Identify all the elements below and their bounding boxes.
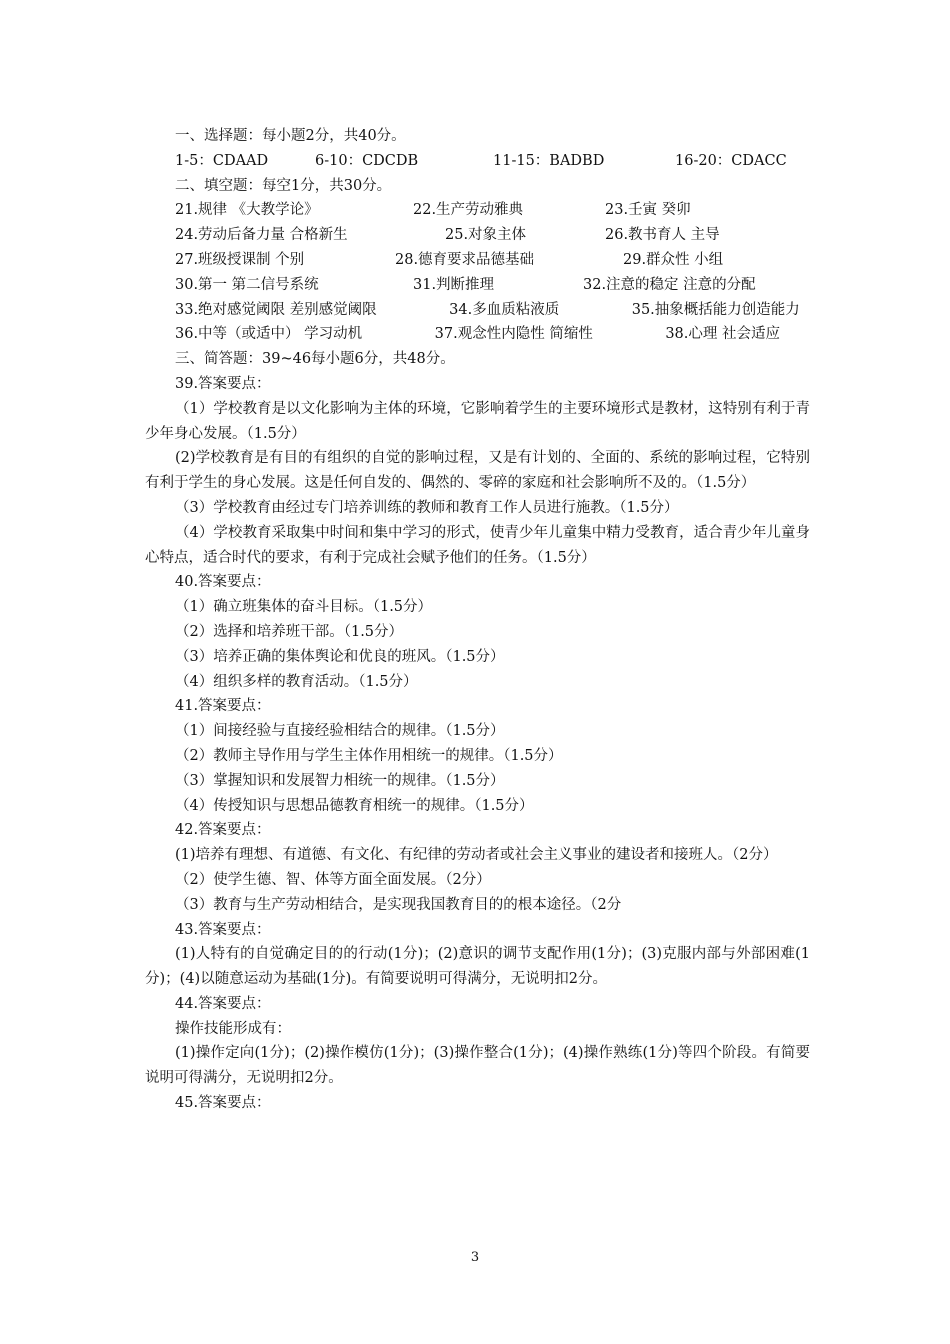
fill-answer: 31.判断推理 <box>413 276 495 293</box>
fill-answer: 23.壬寅 癸卯 <box>605 202 691 219</box>
choice-answers-row <box>145 149 810 174</box>
q40-point: （2）选择和培养班干部。（1.5分） <box>175 623 404 640</box>
fill-answer: 27.班级授课制 个别 <box>175 251 305 268</box>
q39-point: (2)学校教育是有目的有组织的自觉的影响过程，又是有计划的、全面的、系统的影响过程，它特别有利于学生的身心发展。这是任何自发的、偶然的、零碎的家庭和社会影响所不及的。（1.5分） <box>145 450 810 492</box>
answer-content <box>145 124 810 1116</box>
choice-answer: 11-15：BADBD <box>493 152 605 169</box>
q40-point: （4）组织多样的教育活动。（1.5分） <box>175 673 418 690</box>
q45-heading: 45.答案要点： <box>175 1095 271 1112</box>
fill-answer-33: 33.绝对感觉阈限 差别感觉阈限 34.多血质粘液质 35.抽象概括能力创造能力 <box>175 301 800 318</box>
fill-row <box>145 273 810 298</box>
fill-row <box>145 223 810 248</box>
q42-point: (1)培养有理想、有道德、有文化、有纪律的劳动者或社会主义事业的建设者和接班人。（2分） <box>175 847 778 864</box>
q44-intro: 操作技能形成有： <box>175 1020 291 1037</box>
fill-row <box>145 248 810 273</box>
q41-point: （3）掌握知识和发展智力相统一的规律。（1.5分） <box>175 772 505 789</box>
q39-point: （3）学校教育由经过专门培养训练的教师和教育工作人员进行施教。（1.5分） <box>175 499 679 516</box>
q41-point: （4）传授知识与思想品德教育相统一的规律。（1.5分） <box>175 797 534 814</box>
q43-heading: 43.答案要点： <box>175 921 271 938</box>
section-choice-heading: 一、选择题：每小题2分，共40分。 <box>175 128 406 144</box>
q44-point: (1)操作定向(1分)；(2)操作模仿(1分)；(3)操作整合(1分)；(4)操作熟练(1分)等四个阶段。有简要说明可得满分，无说明扣2分。 <box>145 1045 810 1087</box>
fill-answer: 28.德育要求品德基础 <box>395 251 535 268</box>
fill-answer: 21.规律 《大教学论》 <box>175 202 319 219</box>
fill-answer: 32.注意的稳定 注意的分配 <box>583 276 756 293</box>
fill-answer: 22.生产劳动雅典 <box>413 202 524 219</box>
fill-answer: 30.第一 第二信号系统 <box>175 276 319 293</box>
q40-point: （1）确立班集体的奋斗目标。（1.5分） <box>175 599 433 616</box>
section-fill-heading: 二、填空题：每空1分，共30分。 <box>175 177 392 194</box>
fill-answer-36: 36.中等（或适中） 学习动机 37.观念性内隐性 简缩性 38.心理 社会适应 <box>175 326 781 343</box>
q39-point: （1）学校教育是以文化影响为主体的环境，它影响着学生的主要环境形式是教材，这特别有利于青少年身心发展。（1.5分） <box>145 400 810 442</box>
fill-answer: 24.劳动后备力量 合格新生 <box>175 227 348 244</box>
q40-point: （3）培养正确的集体舆论和优良的班风。（1.5分） <box>175 648 505 665</box>
q42-point: （3）教育与生产劳动相结合，是实现我国教育目的的根本途径。（2分 <box>175 896 622 913</box>
q43-point: (1)人特有的自觉确定目的的行动(1分)；(2)意识的调节支配作用(1分)；(3)克服内部与外部困难(1分)；(4)以随意运动为基础(1分)。有简要说明可得满分，无说明扣2分。 <box>145 946 810 988</box>
fill-row <box>145 198 810 223</box>
q42-point: （2）使学生德、智、体等方面全面发展。（2分） <box>175 871 491 888</box>
q39-point: （4）学校教育采取集中时间和集中学习的形式，使青少年儿童集中精力受教育，适合青少年儿童身心特点，适合时代的要求，有利于完成社会赋予他们的任务。（1.5分） <box>145 524 810 566</box>
q40-heading: 40.答案要点： <box>175 574 271 591</box>
choice-answer: 6-10：CDCDB <box>315 152 419 169</box>
section-short-answer-heading: 三、简答题：39~46每小题6分，共48分。 <box>175 351 455 368</box>
fill-answer: 25.对象主体 <box>445 227 527 244</box>
choice-answer: 1-5：CDAAD <box>175 152 269 169</box>
q41-heading: 41.答案要点： <box>175 698 271 715</box>
q44-heading: 44.答案要点： <box>175 995 271 1012</box>
q41-point: （1）间接经验与直接经验相结合的规律。（1.5分） <box>175 723 505 740</box>
q41-point: （2）教师主导作用与学生主体作用相统一的规律。（1.5分） <box>175 747 563 764</box>
fill-answer: 26.教书育人 主导 <box>605 227 720 244</box>
page-number: 3 <box>470 1250 480 1265</box>
fill-answer: 29.群众性 小组 <box>623 251 724 268</box>
q39-heading: 39.答案要点： <box>175 375 271 392</box>
q42-heading: 42.答案要点： <box>175 822 271 839</box>
choice-answer: 16-20：CDACC <box>675 152 787 169</box>
